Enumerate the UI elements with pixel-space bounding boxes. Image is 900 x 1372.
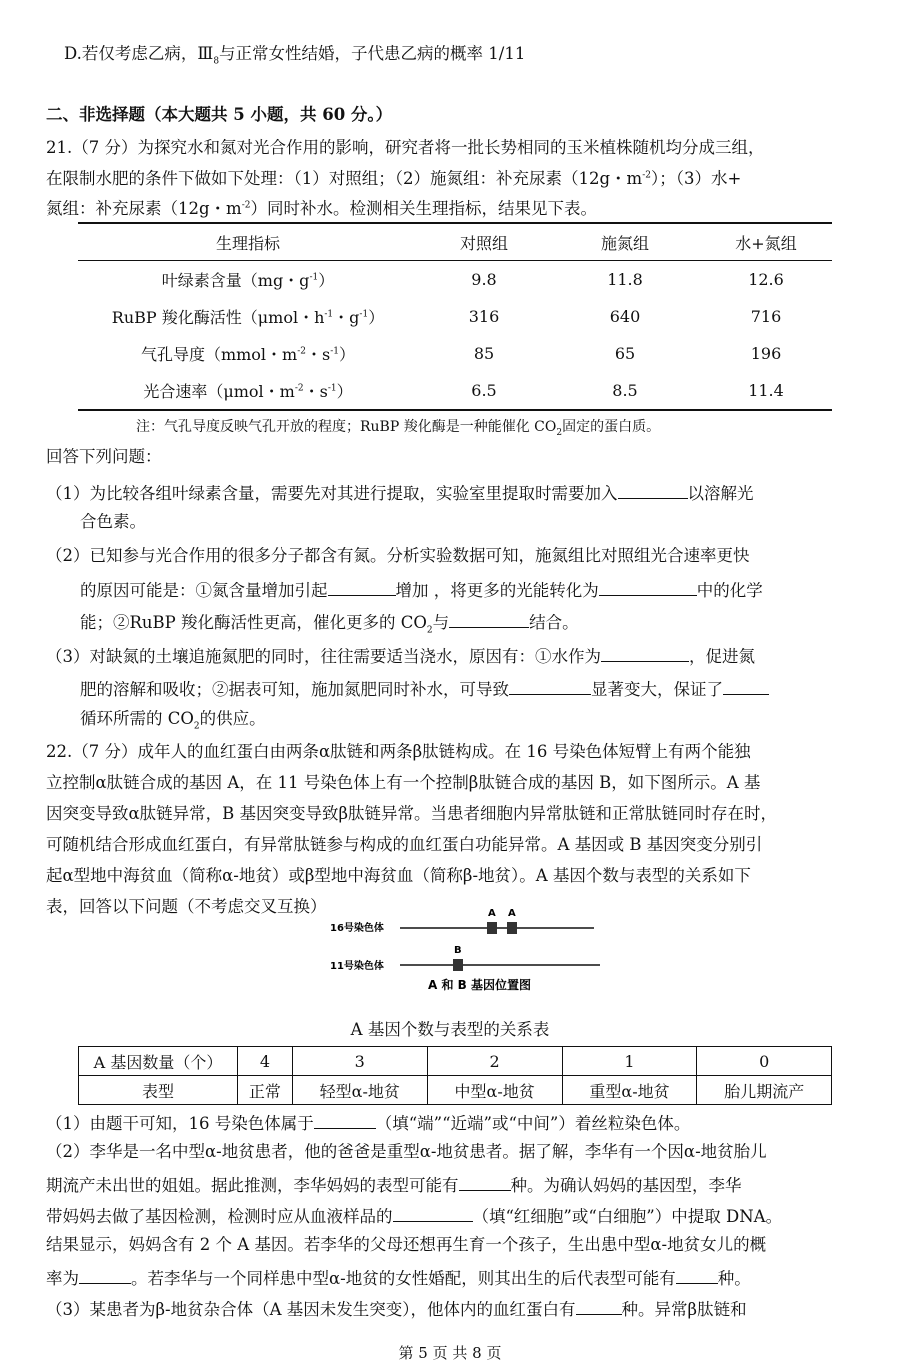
table-cell: 轻型α-地贫 (292, 1076, 427, 1105)
gene-b-label: B (454, 945, 462, 956)
table-cell: 4 (238, 1047, 293, 1076)
q22-p3-a2: 种。异常β肽链和 (621, 1300, 747, 1319)
gene-b-block (453, 959, 463, 971)
header-control: 对照组 (418, 223, 550, 261)
q22-part3-line1 (46, 1296, 747, 1321)
table-cell: 正常 (238, 1076, 293, 1105)
cell-value: 65 (614, 344, 636, 363)
answer-blank[interactable] (449, 609, 529, 628)
table-note (136, 416, 660, 438)
section-title: 二、非选择题（本大题共 5 小题，共 60 分。） (46, 105, 393, 124)
page-footer: 第 5 页 共 8 页 (398, 1344, 502, 1362)
cell-value: 6.5 (418, 372, 550, 410)
cell-value: 8.5 (550, 372, 700, 410)
q22-genotype-table (78, 1046, 832, 1105)
q21-intro-2a: 在限制水肥的条件下做如下处理：（1）对照组；（2）施氮组：补充尿素（12g・m (46, 169, 643, 188)
q21-intro-2b: ）；（3）水+ (650, 169, 742, 188)
table-row (78, 261, 832, 299)
cell-value: 85 (473, 344, 495, 363)
q22-table-title: A 基因个数与表型的关系表 (350, 1020, 550, 1039)
answer-blank[interactable] (723, 676, 769, 695)
table-cell: 0 (697, 1047, 832, 1076)
q21-p1-a: （1）为比较各组叶绿素含量，需要先对其进行提取，实验室里提取时需要加入 (46, 484, 618, 503)
q22-part1 (46, 1110, 690, 1135)
header-nitrogen: 施氮组 (550, 223, 700, 261)
gene-a2-label: A (508, 908, 516, 919)
row-label: 气孔导度（mmol・$m^{-2}$・$s^{-1}$） (140, 345, 356, 364)
q21-part2-line2 (80, 577, 763, 602)
q22-part2-line4: 结果显示，妈妈含有 2 个 A 基因。若李华的父母还想再生育一个孩子，生出患中型α-地贫女儿的概 (46, 1235, 767, 1254)
q22-intro-line3: 因突变导致α肽链异常，B 基因突变导致β肽链异常。当患者细胞内异常肽链和正常肽链同时存在时， (46, 804, 778, 823)
table-row (78, 335, 832, 372)
answer-blank[interactable] (599, 577, 697, 596)
chr11-label: 11号染色体 (330, 961, 384, 972)
table-cell: 胎儿期流产 (697, 1076, 832, 1105)
q22-p2-e1: 率为 (46, 1269, 79, 1288)
q21-intro-2-sup: -2 (642, 170, 651, 181)
q21-intro-line1: 21.（7 分）为探究水和氮对光合作用的影响，研究者将一批长势相同的玉米植株随机均分成三组， (46, 138, 765, 157)
q21-p3-c-sub: 2 (193, 721, 200, 732)
q21-intro-3a: 氮组：补充尿素（12g・m (46, 199, 242, 218)
cell-value: 11.4 (700, 372, 832, 410)
q22-p2-c2: （填“红细胞”或“白细胞”）中提取 DNA。 (472, 1207, 783, 1226)
q21-p3-a2: ，促进氮 (689, 647, 755, 666)
table-cell: 2 (427, 1047, 562, 1076)
q21-data-table (78, 222, 832, 411)
q21-intro-line3 (46, 198, 597, 220)
answer-prompt: 回答下列问题： (46, 447, 162, 466)
table-note-a: 注：气孔导度反映气孔开放的程度；RuBP 羧化酶是一种能催化 CO (136, 419, 557, 435)
q22-part2-line5 (46, 1265, 751, 1290)
table-note-b: 固定的蛋白质。 (562, 419, 661, 435)
q22-p2-c1: 带妈妈去做了基因检测，检测时应从血液样品的 (46, 1207, 393, 1226)
header-indicator: 生理指标 (78, 223, 418, 261)
chromosome-diagram (330, 898, 610, 998)
q21-p1-b: 以溶解光 (687, 484, 754, 503)
q21-p3-b2: 显著变大，保证了 (591, 680, 723, 699)
q21-p2-b2: 增加 ，将更多的光能转化为 (395, 581, 599, 600)
q21-intro-3b: ）同时补水。检测相关生理指标，结果见下表。 (250, 199, 597, 218)
q21-part2-line1: （2）已知参与光合作用的很多分子都含有氮。分析实验数据可知，施氮组比对照组光合速率更快 (46, 546, 750, 565)
table-header-row (78, 223, 832, 261)
cell-value: 11.8 (607, 270, 643, 289)
q21-p2-c1: 能；②RuBP 羧化酶活性更高，催化更多的 CO (80, 613, 427, 632)
q22-intro-line2: 立控制α肽链合成的基因 A，在 11 号染色体上有一个控制β肽链合成的基因 B，如下图所示。A 基 (46, 773, 761, 792)
q21-p2-c-sub: 2 (426, 625, 433, 636)
option-d-text: D.若仅考虑乙病，Ⅲ (64, 44, 214, 63)
q22-p2-e2: 。若李华与一个同样患中型α-地贫的女性婚配，则其出生的后代表型可能有 (131, 1269, 676, 1288)
q22-intro-line6: 表，回答以下问题（不考虑交叉互换） (46, 897, 327, 916)
answer-blank[interactable] (676, 1265, 718, 1284)
gene-position-figure (330, 898, 610, 1002)
q22-part2-line1: （2）李华是一名中型α-地贫患者，他的爸爸是重型α-地贫患者。据了解，李华有一个因α-地贫胎儿 (46, 1142, 767, 1161)
q21-p2-c2: 与 (432, 613, 450, 632)
table-row (79, 1076, 832, 1105)
q22-intro-line5: 起α型地中海贫血（简称α-地贫）或β型地中海贫血（简称β-地贫）。A 基因个数与表型的关系如下 (46, 866, 751, 885)
answer-blank[interactable] (509, 676, 591, 695)
q22-intro-line4: 可随机结合形成血红蛋白，有异常肽链参与构成的血红蛋白功能异常。A 基因或 B 基因突变分别引 (46, 835, 763, 854)
q22-p1-a: （1）由题干可知，16 号染色体属于 (46, 1114, 314, 1133)
table-cell: 重型α-地贫 (562, 1076, 697, 1105)
cell-value: 12.6 (748, 270, 784, 289)
q21-part1-line2: 合色素。 (80, 512, 146, 531)
q21-part1-line1 (46, 480, 754, 505)
q22-p1-b: （填“端”“近端”或“中间”）着丝粒染色体。 (375, 1114, 691, 1133)
q21-p2-b3: 中的化学 (696, 581, 763, 600)
q21-p3-a1: （3）对缺氮的土壤追施氮肥的同时，往往需要适当浇水，原因有：①水作为 (46, 647, 601, 666)
chr16-label: 16号染色体 (330, 923, 384, 934)
cell-value: 196 (750, 344, 782, 363)
q21-intro-3-sup: -2 (241, 200, 251, 211)
row-label: RuBP 羧化酶活性（μmol・$h^{-1}$・$g^{-1}$） (111, 308, 385, 327)
q21-p2-b1: 的原因可能是：①氮含量增加引起 (80, 581, 328, 600)
q22-intro-line1: 22.（7 分）成年人的血红蛋白由两条α肽链和两条β肽链构成。在 16 号染色体短臂上有两个能独 (46, 742, 751, 761)
q21-part3-line1 (46, 643, 755, 668)
gene-a1-label: A (488, 908, 496, 919)
table-cell: 表型 (79, 1076, 238, 1105)
row-label: 光合速率（μmol・$m^{-2}$・$s^{-1}$） (78, 372, 418, 410)
table-cell: A 基因数量（个） (79, 1047, 238, 1076)
option-d (64, 43, 525, 65)
cell-value: 716 (750, 307, 782, 326)
q22-part2-line2 (46, 1172, 742, 1197)
answer-blank[interactable] (618, 480, 688, 499)
cell-value: 9.8 (471, 270, 497, 289)
gene-a2-block (507, 922, 517, 934)
table-cell: 3 (292, 1047, 427, 1076)
answer-blank[interactable] (601, 643, 689, 662)
cell-value: 640 (609, 307, 641, 326)
figure-caption: A 和 B 基因位置图 (428, 978, 531, 992)
answer-blank[interactable] (314, 1110, 376, 1129)
table-cell: 中型α-地贫 (427, 1076, 562, 1105)
answer-blank[interactable] (328, 577, 396, 596)
answer-blank[interactable] (79, 1265, 131, 1284)
table-cell: 1 (562, 1047, 697, 1076)
table-note-sub: 2 (556, 427, 563, 438)
q21-p3-c2: 的供应。 (199, 709, 266, 728)
option-d-sub: 8 (213, 56, 220, 67)
gene-a1-block (487, 922, 497, 934)
option-d-tail: 与正常女性结婚，子代患乙病的概率 1/11 (219, 44, 526, 63)
q21-part3-line2 (80, 676, 769, 701)
table-row (78, 372, 832, 410)
answer-blank[interactable] (459, 1172, 511, 1191)
table-row (79, 1047, 832, 1076)
q21-part2-line3 (80, 609, 579, 634)
q22-p2-e3: 种。 (717, 1269, 751, 1288)
q22-p2-b1: 期流产未出世的姐姐。据此推测，李华妈妈的表型可能有 (46, 1176, 459, 1195)
answer-blank[interactable] (393, 1203, 473, 1222)
answer-blank[interactable] (576, 1296, 622, 1315)
q21-p2-c3: 结合。 (529, 613, 579, 632)
q22-part2-line3 (46, 1203, 782, 1228)
q21-intro-line2 (46, 168, 741, 190)
q22-p3-a1: （3）某患者为β-地贫杂合体（A 基因未发生突变），他体内的血红蛋白有 (46, 1300, 576, 1319)
q21-p3-c1: 循环所需的 CO (80, 709, 194, 728)
q22-p2-b2: 种。为确认妈妈的基因型，李华 (510, 1176, 742, 1195)
table-row (78, 298, 832, 335)
header-water-nitrogen: 水+氮组 (700, 223, 832, 261)
cell-value: 316 (468, 307, 500, 326)
row-label: 叶绿素含量（mg・$g^{-1}$） (161, 271, 335, 290)
q21-part3-line3 (80, 708, 266, 730)
q21-p3-b1: 肥的溶解和吸收；②据表可知，施加氮肥同时补水，可导致 (80, 680, 509, 699)
